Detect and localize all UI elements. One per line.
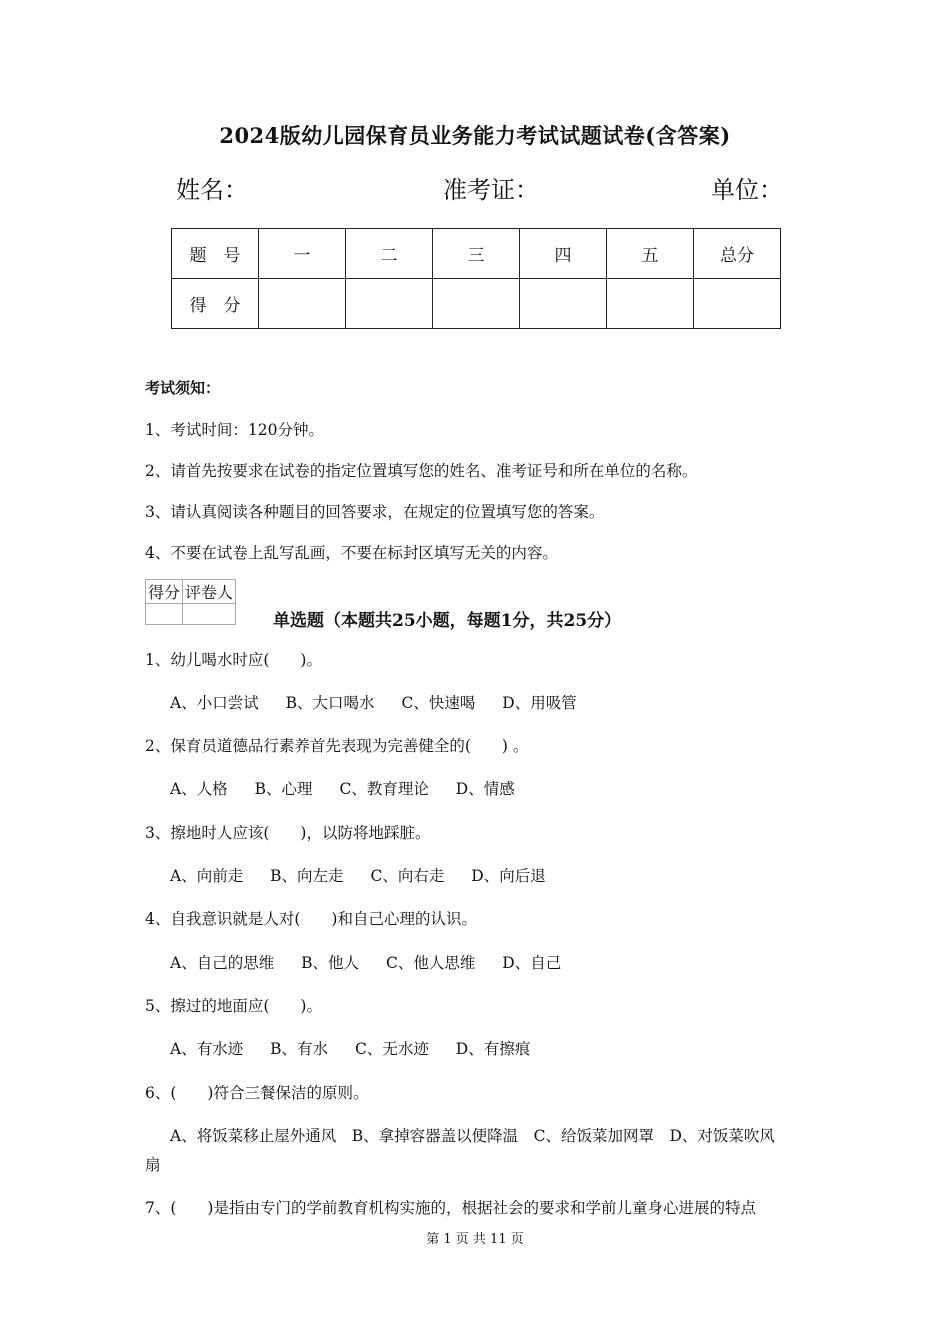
option: B、向左走 [270, 867, 344, 885]
page-title: 2024版幼儿园保育员业务能力考试试题试卷(含答案) [219, 123, 731, 148]
option: C、向右走 [370, 867, 445, 885]
options-row [170, 951, 583, 973]
grader-score-label: 得分 [146, 580, 183, 604]
grader-box [145, 579, 236, 625]
score-cell [520, 279, 607, 329]
option: C、快速喝 [401, 694, 476, 712]
section-3-header: 三 [433, 229, 520, 279]
section-2-header: 二 [346, 229, 433, 279]
score-cell [607, 279, 694, 329]
options-row [170, 691, 599, 713]
option: B、有水 [270, 1040, 329, 1058]
question: 5、擦过的地面应( )。 [145, 997, 322, 1015]
option: B、他人 [301, 954, 360, 972]
options-row: A、将饭菜移止屋外通风 B、拿掉容器盖以便降温 C、给饭菜加网罩 D、对饭菜吹风 [170, 1127, 775, 1145]
option: A、自己的思维 [170, 954, 275, 972]
grader-name-label: 评卷人 [183, 580, 236, 604]
notice-item: 2、请首先按要求在试卷的指定位置填写您的姓名、准考证号和所在单位的名称。 [145, 462, 698, 480]
option: C、他人思维 [385, 954, 476, 972]
option: D、有擦痕 [455, 1040, 531, 1058]
score-cell [346, 279, 433, 329]
option: D、用吸管 [502, 694, 577, 712]
notice-heading: 考试须知： [145, 379, 221, 397]
notice-item: 1、考试时间：120分钟。 [145, 421, 324, 439]
section-1-header: 一 [259, 229, 346, 279]
question: 7、( )是指由专门的学前教育机构实施的，根据社会的要求和学前儿童身心进展的特点 [145, 1199, 756, 1217]
unit-label: 单位： [711, 176, 783, 204]
option: A、人格 [170, 780, 228, 798]
score-table-score-row [172, 279, 781, 329]
grader-score-cell [146, 604, 183, 625]
option: B、心理 [254, 780, 313, 798]
option: C、教育理论 [339, 780, 429, 798]
option: A、小口尝试 [170, 694, 259, 712]
notice-item: 4、不要在试卷上乱写乱画，不要在标封区填写无关的内容。 [145, 544, 558, 562]
total-header: 总分 [694, 229, 781, 279]
section-title: 单选题（本题共25小题，每题1分，共25分） [273, 611, 622, 631]
exam-id-label: 准考证： [443, 176, 539, 204]
option: A、向前走 [170, 867, 244, 885]
notice-item: 3、请认真阅读各种题目的回答要求，在规定的位置填写您的答案。 [145, 503, 605, 521]
grader-name-cell [183, 604, 236, 625]
option: D、情感 [455, 780, 515, 798]
options-row [170, 1037, 552, 1059]
question: 1、幼儿喝水时应( )。 [145, 651, 322, 669]
option: D、向后退 [471, 867, 546, 885]
option: D、自己 [502, 954, 562, 972]
question: 3、擦地时人应该( )，以防将地踩脏。 [145, 824, 431, 842]
question: 4、自我意识就是人对( )和自己心理的认识。 [145, 910, 477, 928]
options-row [170, 777, 537, 799]
section-5-header: 五 [607, 229, 694, 279]
options-row-wrap: 扇 [145, 1156, 161, 1174]
question: 6、( )符合三餐保洁的原则。 [145, 1084, 369, 1102]
score-cell [694, 279, 781, 329]
option: C、无水迹 [354, 1040, 429, 1058]
score-row-label: 得 分 [172, 279, 259, 329]
score-table-header-row [172, 229, 781, 279]
option: B、大口喝水 [285, 694, 375, 712]
score-table [171, 228, 781, 329]
page-footer: 第 1 页 共 11 页 [426, 1232, 524, 1247]
section-4-header: 四 [520, 229, 607, 279]
question-number-header: 题 号 [172, 229, 259, 279]
option: A、有水迹 [170, 1040, 244, 1058]
options-row [170, 864, 568, 886]
name-label: 姓名： [176, 176, 248, 204]
score-cell [433, 279, 520, 329]
score-cell [259, 279, 346, 329]
question: 2、保育员道德品行素养首先表现为完善健全的( ) 。 [145, 737, 529, 755]
